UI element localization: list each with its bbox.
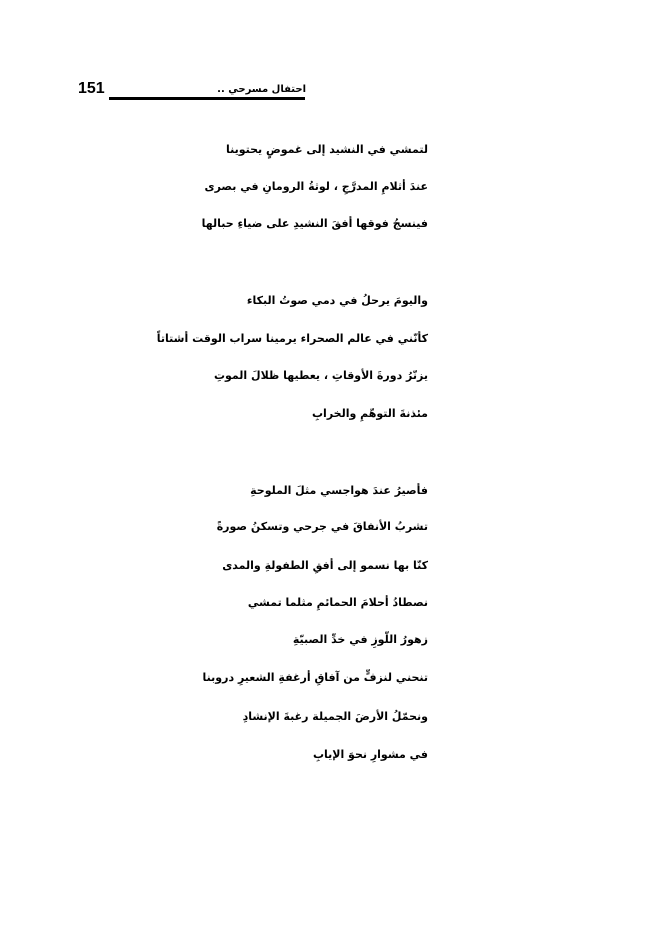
- running-title: احتفال مسرحي ..: [217, 84, 306, 95]
- verse-line: واليومَ يرحلُ في دمي صوتُ البكاء: [246, 294, 428, 307]
- verse-line: مئذنةَ التوهّمِ والخرابِ: [312, 407, 428, 420]
- page-number: 151: [78, 80, 105, 97]
- verse-line: فينسجُ فوقها أفقَ النشيدِ على ضياءِ حبالها: [201, 217, 428, 230]
- header-rule: [109, 97, 305, 100]
- verse-line: يزنّرُ دورةَ الأوقاتِ ، يعطيها ظلالَ الموتِ: [213, 369, 428, 382]
- verse-line: نصطادُ أحلامَ الحمائمِ مثلما تمشي: [247, 596, 428, 609]
- verse-line: زهورُ اللّوزِ في خدِّ الصبيّةِ: [292, 633, 428, 646]
- verse-line: لتمشي في النشيد إلى غموضٍ يحتوينا: [225, 143, 428, 156]
- verse-line: كأنّني في عالم الصحراء يرمينا سراب الوقت أشتاتاً: [156, 332, 428, 345]
- verse-line: فأصيرُ عندَ هواجسي مثلَ الملوحةِ: [250, 484, 428, 497]
- verse-line: تشربُ الأنفاقَ في جرحي وتسكنُ صورةً: [216, 520, 428, 533]
- verse-line: في مشوارِ نحوَ الإيابِ: [312, 748, 428, 761]
- verse-line: ونحمّلُ الأرضَ الجميلة رغبةَ الإنشادِ: [242, 710, 428, 723]
- verse-line: عندَ أثلامِ المدرَّجِ ، لوثةُ الرومانِ في بصرى: [204, 180, 428, 193]
- verse-line: كنّا بها نسمو إلى أفقِ الطفولةِ والمدى: [222, 559, 428, 572]
- verse-line: تنحني لنزفٍّ من آفاقِ أرغفةِ الشعيرِ دروبنا: [202, 671, 428, 684]
